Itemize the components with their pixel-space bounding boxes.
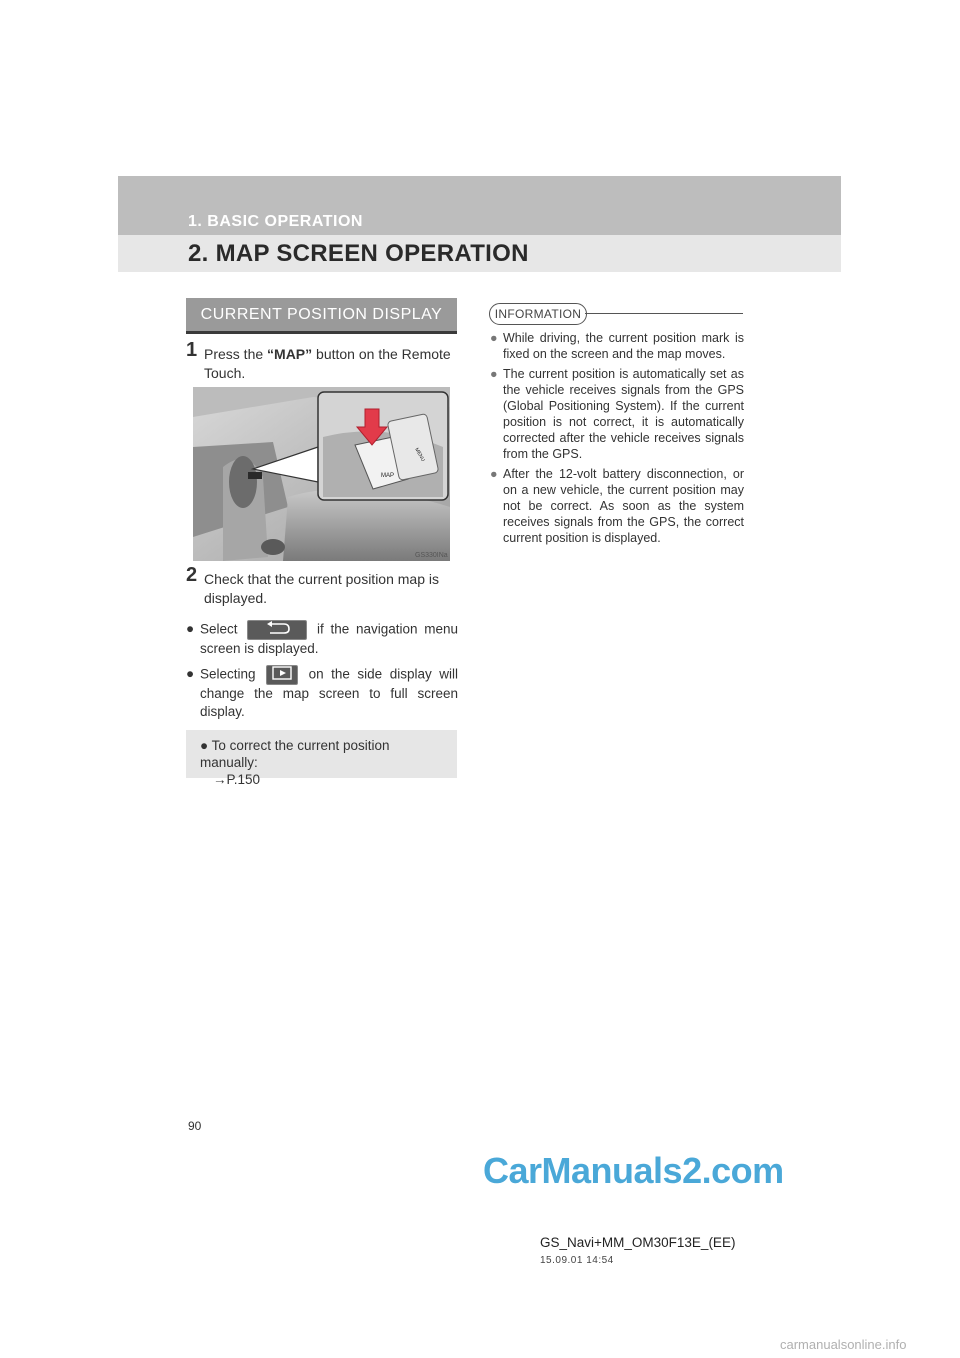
note-text: ● To correct the current position manually: →P.150 xyxy=(200,738,390,787)
figure-code: GS330INa xyxy=(415,552,448,559)
remote-touch-figure xyxy=(193,387,450,561)
bullet-dot-icon: ● xyxy=(490,467,498,481)
bullet-dot-icon: ● xyxy=(200,738,212,753)
map-button-label: MAP xyxy=(381,473,395,479)
page-reference[interactable]: →P.150 xyxy=(213,772,261,787)
information-divider xyxy=(585,313,743,314)
step-text: Press the “MAP” button on the Remote Touch. xyxy=(204,346,451,381)
bullet-dot-icon: ● xyxy=(490,331,498,345)
bullet-side-display: ● Selecting on the side display will change the map screen to full screen display. xyxy=(186,666,458,719)
bullet-dot-icon: ● xyxy=(186,666,195,681)
page-number: 90 xyxy=(188,1119,202,1133)
back-arrow-icon xyxy=(247,620,307,640)
step-2 xyxy=(186,564,459,610)
menu-button-label: MENU xyxy=(413,447,426,463)
section-heading: CURRENT POSITION DISPLAY xyxy=(186,298,457,334)
step-number: 2 xyxy=(186,564,198,586)
info-item: ● After the 12-volt battery disconnection, or on a new vehicle, the current position may not be correct. As soon as the system receives signals from the GPS, the correct current position is displayed. xyxy=(490,467,744,545)
bullet-dot-icon: ● xyxy=(490,367,498,381)
step-number: 1 xyxy=(186,339,198,361)
document-timestamp: 15.09.01 14:54 xyxy=(540,1255,614,1266)
info-item: ● While driving, the current position mark is fixed on the screen and the map moves. xyxy=(490,331,744,361)
watermark-logo: CarManuals2.com xyxy=(483,1150,784,1191)
watermark-footer: carmanualsonline.info xyxy=(780,1337,907,1352)
step-1 xyxy=(186,339,459,385)
section-label: 1. BASIC OPERATION xyxy=(188,213,363,230)
step-text: Check that the current position map is displayed. xyxy=(204,571,440,606)
document-code: GS_Navi+MM_OM30F13E_(EE) xyxy=(540,1235,736,1250)
info-item: ● The current position is automatically set as the vehicle receives signals from the GPS (Global Positioning System). If the current position is not correct, it is automatically corrected after the vehicle receives signals from the GPS. xyxy=(490,367,744,461)
bullet-dot-icon: ● xyxy=(186,621,195,636)
full-screen-icon xyxy=(266,665,298,685)
bullet-back: ● Select if the navigation menu screen is displayed. xyxy=(186,621,458,656)
information-label: INFORMATION xyxy=(489,303,587,325)
page-title: 2. MAP SCREEN OPERATION xyxy=(188,240,529,267)
